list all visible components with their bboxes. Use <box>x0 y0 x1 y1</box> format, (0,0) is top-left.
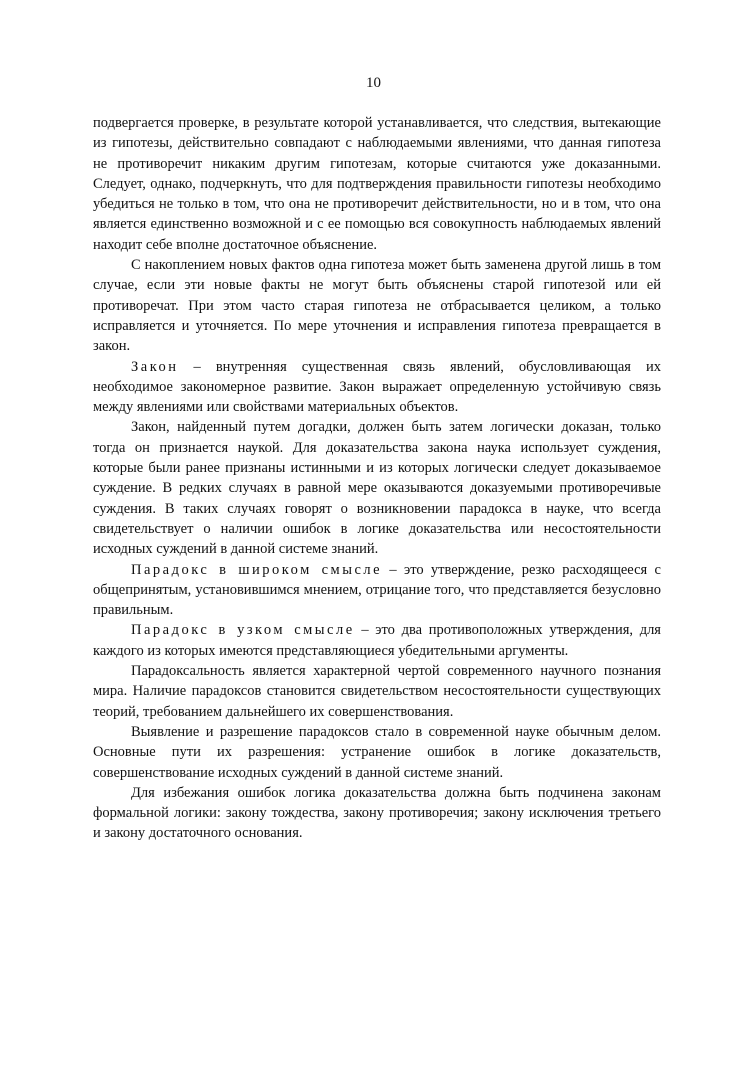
paragraph: подвергается проверке, в результате которой устанавливается, что следствия, вытекающие из гипотезы, действительно совпадают с наблюдаемыми явлениями, что данная гипотеза не противоречит никаким другим гипотезам, которые считаются уже доказанными. Следует, однако, подчеркнуть, что для подтверждения правильности гипотезы необходимо убедиться не только в том, что она не противоречит действительности, но и в том, что она является единственно возможной и с ее помощью вся совокупность наблюдаемых явлений находит себе вполне достаточное объяснение. <box>93 115 661 253</box>
page-number: 10 <box>366 75 381 91</box>
paragraph-definition <box>93 620 661 661</box>
body-text <box>93 113 661 844</box>
paragraph: Выявление и разрешение парадоксов стало в современной науке обычным делом. Основные пути их разрешения: устранение ошибок в логике доказательств, совершенствование исходных суждений в данной системе знаний. <box>93 723 661 781</box>
paragraph: Парадоксальность является характерной чертой современного научного познания мира. Наличие парадоксов становится свидетельством несостоятельности существующих теорий, требованием дальнейшего их совершенствования. <box>93 663 661 720</box>
definition-text: – это утверждение, резко расходящееся с общепринятым, установившимся мнением, отрицание того, что представляется безусловно правильным. <box>93 561 661 619</box>
paragraph: Для избежания ошибок логика доказательства должна быть подчинена законам формальной логики: закону тождества, закону противоречия; закону исключения третьего и закону достаточного основания. <box>93 784 661 842</box>
paragraph: С накоплением новых фактов одна гипотеза может быть заменена другой лишь в том случае, если эти новые факты не могут быть объяснены старой гипотезой или ей противоречат. При этом часто старая гипотеза не отбрасывается целиком, а только исправляется и уточняется. По мере уточнения и исправления гипотеза превращается в закон. <box>93 257 661 355</box>
definition-text: – это два противоположных утверждения, для каждого из которых имеются представляющиеся убедительными аргументы. <box>93 622 661 659</box>
paragraph: Закон, найденный путем догадки, должен быть затем логически доказан, только тогда он признается наукой. Для доказательства закона наука использует суждения, которые были ранее признаны истинными и из которых логически следует доказываемое суждение. В редких случаях в равной мере оказываются доказуемыми противоречивые суждения. В таких случаях говорят о возникновении парадокса в науке, что всегда свидетельствует о наличии ошибок в логике доказательства или несостоятельности исходных суждений в данной системе знаний. <box>93 419 661 558</box>
paragraph-definition <box>93 357 661 418</box>
term-paradox-narrow: Парадокс в узком смысле <box>131 622 355 639</box>
definition-text: – внутренняя существенная связь явлений, обусловливающая их необходимое закономерное развитие. Закон выражает определенную устойчивую связь между явлениями или свойствами материальных объектов. <box>93 358 661 416</box>
term-paradox-broad: Парадокс в широком смысле <box>131 561 383 578</box>
term-law: Закон <box>131 358 179 375</box>
paragraph-definition <box>93 560 661 621</box>
